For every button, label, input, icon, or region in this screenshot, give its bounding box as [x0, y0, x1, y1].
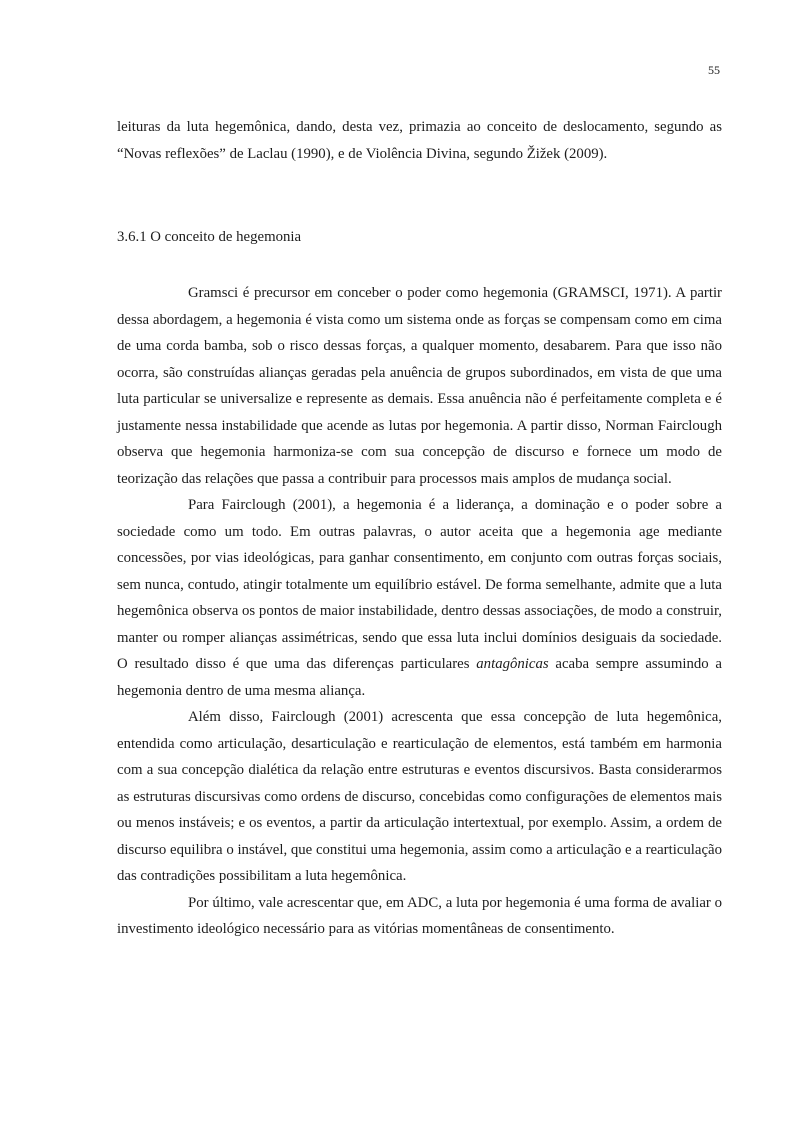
emphasis-antagonicas: antagônicas — [476, 656, 549, 672]
body-text — [117, 280, 722, 943]
paragraph-gramsci: Gramsci é precursor em conceber o poder como hegemonia (GRAMSCI, 1971). A partir dessa abordagem, a hegemonia é vista como um sistema onde as forças se compensam como em cima de uma corda bamba, sob o risco dessas forças, a qualquer momento, desabarem. Para que isso não ocorra, são construídas alianças geradas pela anuência de grupos subordinados, em vista de que uma luta particular se universalize e represente as demais. Essa anuência não é perfeitamente completa e é justamente nessa instabilidade que acende as lutas por hegemonia. A partir disso, Norman Fairclough observa que hegemonia harmoniza-se com sua concepção de discurso e fornece um modo de teorização das relações que passa a contribuir para processos mais amplos de mudança social. — [117, 285, 722, 487]
paragraph-articulation: Além disso, Fairclough (2001) acrescenta que essa concepção de luta hegemônica, entendida como articulação, desarticulação e rearticulação de elementos, está também em harmonia com a sua concepção dialética da relação entre estruturas e eventos discursivos. Basta considerarmos as estruturas discursivas como ordens de discurso, concebidas como configurações de elementos mais ou menos instáveis; e os eventos, a partir da articulação intertextual, por exemplo. Assim, a ordem de discurso equilibra o instável, que constitui uma hegemonia, assim como a articulação e a rearticulação das contradições possibilitam a luta hegemônica. — [117, 709, 722, 884]
intro-block — [117, 114, 722, 167]
page-number: 55 — [708, 63, 720, 77]
paragraph-text-before-emphasis: Para Fairclough (2001), a hegemonia é a liderança, a dominação e o poder sobre a sociedade como um todo. Em outras palavras, o autor aceita que a hegemonia age mediante concessões, por vias ideológicas, para ganhar consentimento, em conjunto com outras forças sociais, sem nunca, contudo, atingir totalmente um equilíbrio estável. De forma semelhante, admite que a luta hegemônica observa os pontos de maior instabilidade, dentro dessas associações, de modo a construir, manter ou romper alianças assimétricas, sendo que essa luta inclui domínios desiguais da sociedade. O resultado disso é que uma das diferenças particulares — [117, 497, 722, 672]
intro-paragraph: leituras da luta hegemônica, dando, desta vez, primazia ao conceito de deslocamento, segundo as “Novas reflexões” de Laclau (1990), e de Violência Divina, segundo Žižek (2009). — [117, 119, 722, 162]
section-heading: 3.6.1 O conceito de hegemonia — [117, 229, 302, 245]
paragraph-fairclough-hegemony — [117, 492, 722, 704]
paragraph-text-after-emphasis: acaba sempre assumindo a hegemonia dentro de uma mesma aliança. — [117, 656, 722, 699]
paragraph-adc: Por último, vale acrescentar que, em ADC, a luta por hegemonia é uma forma de avaliar o investimento ideológico necessário para as vitórias momentâneas de consentimento. — [117, 894, 722, 937]
